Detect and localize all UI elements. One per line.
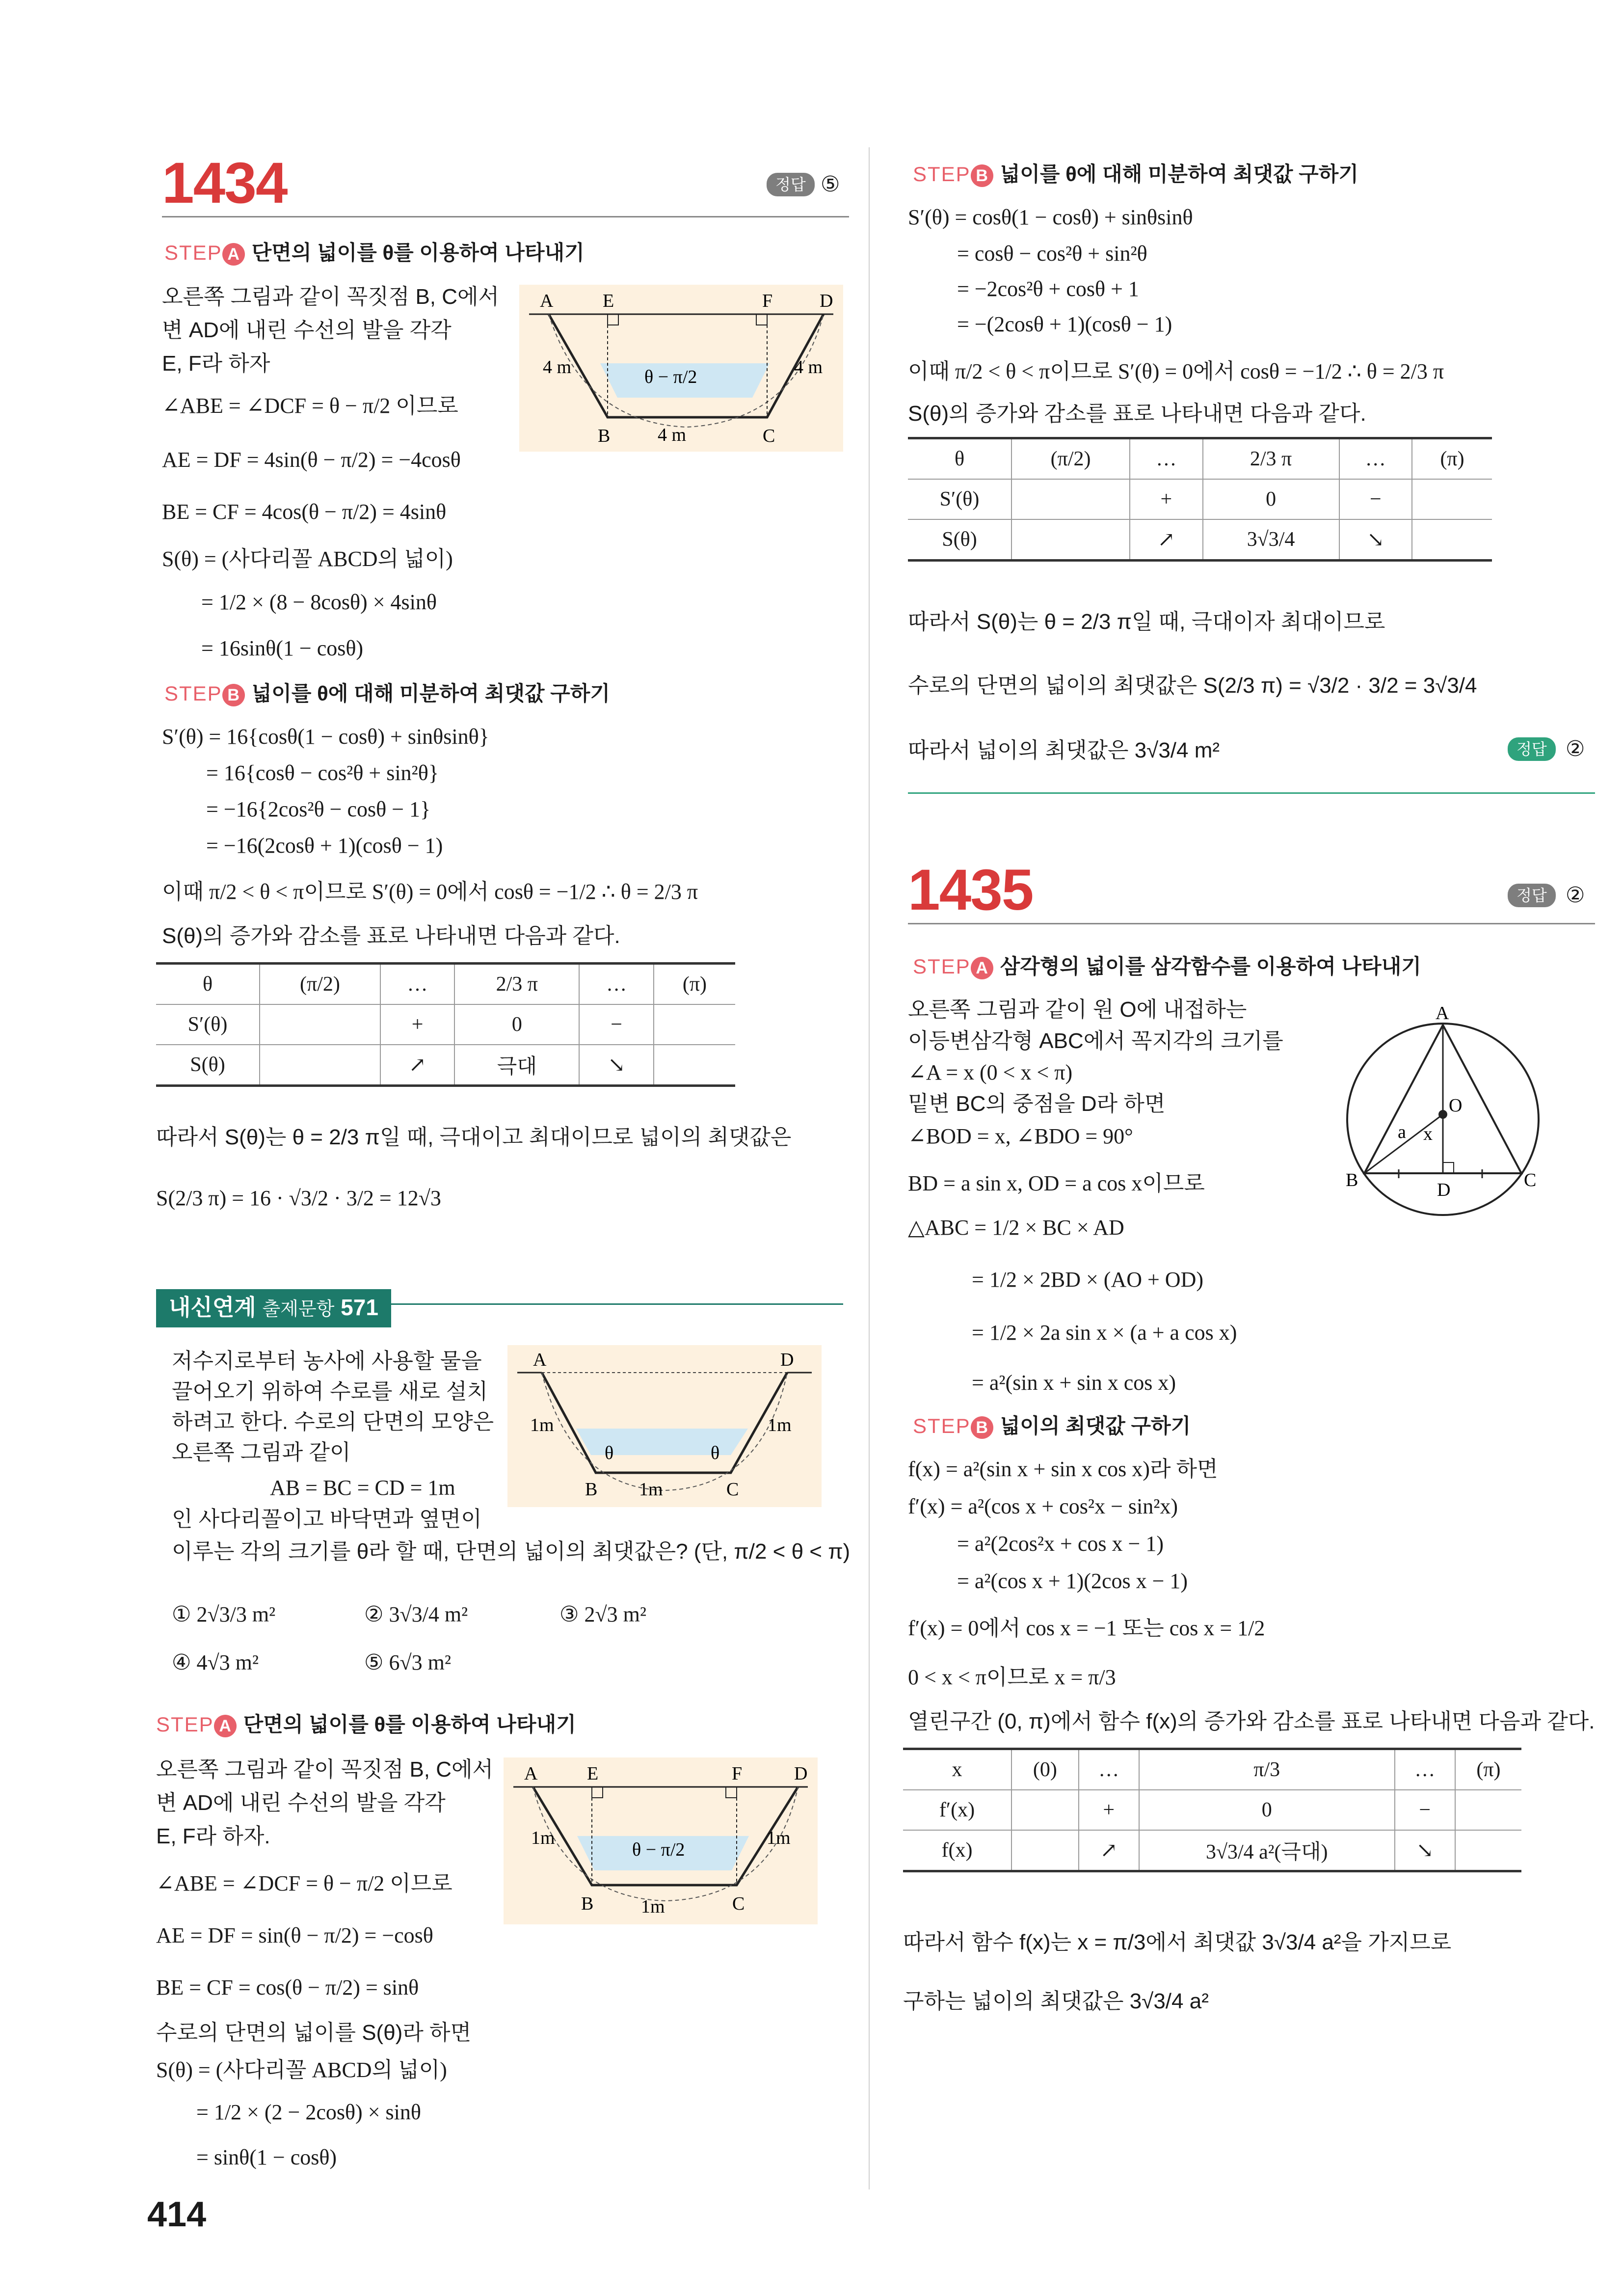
label-theta-right: θ: [711, 1443, 720, 1463]
label-angle: θ − π/2: [632, 1839, 685, 1860]
question-line: 하려고 한다. 수로의 단면의 모양은: [172, 1410, 494, 1434]
text-line: 따라서 S(θ)는 θ = 2/3 π일 때, 극대이자 최대이므로: [908, 610, 1385, 634]
label-C: C: [763, 426, 775, 446]
text-line: 따라서 함수 f(x)는 x = π/3에서 최댓값 3√3/4 a²을 가지므로: [903, 1930, 1452, 1954]
math-line: = −2cos²θ + cosθ + 1: [957, 277, 1139, 301]
channel-figure: [507, 1345, 822, 1507]
math-line: = −(2cosθ + 1)(cosθ − 1): [957, 312, 1172, 336]
label-D: D: [820, 291, 833, 311]
math-line: 0 < x < π이므로 x = π/3: [908, 1665, 1116, 1689]
question-line: 끌어오기 위하여 수로를 새로 설치: [172, 1379, 488, 1404]
text-line: 열린구간 (0, π)에서 함수 f(x)의 증가와 감소를 표로 나타내면 다음과 같다.: [908, 1709, 1595, 1733]
label-right-length: 1m: [768, 1415, 792, 1435]
step-letter: B: [971, 164, 993, 187]
math-line: = a²(sin x + sin x cos x): [972, 1371, 1176, 1395]
math-line: S(2/3 π) = 16 · √3/2 · 3/2 = 12√3: [156, 1186, 441, 1210]
inscribed-triangle-figure: [1335, 992, 1551, 1237]
text-line: 따라서 넓이의 최댓값은 3√3/4 m²: [908, 738, 1220, 762]
math-line: S(θ) = (사다리꼴 ABCD의 넓이): [156, 2058, 447, 2082]
label-left-length: 1m: [531, 1828, 555, 1848]
text-line: E, F라 하자: [162, 351, 270, 376]
question-line: 저수지로부터 농사에 사용할 물을: [172, 1349, 482, 1373]
label-F: F: [762, 291, 773, 311]
choice-2[interactable]: ② 3√3/4 m²: [364, 1602, 468, 1626]
label-theta-left: θ: [605, 1443, 614, 1463]
math-line: = 1/2 × (8 − 8cosθ) × 4sinθ: [201, 590, 437, 614]
math-line: = a²(cos x + 1)(2cos x − 1): [957, 1569, 1188, 1593]
text-line: 오른쪽 그림과 같이 원 O에 내접하는: [908, 998, 1247, 1022]
step-letter: A: [222, 243, 245, 266]
math-line: = −16{2cos²θ − cosθ − 1}: [206, 797, 431, 821]
label-A: A: [540, 291, 554, 311]
math-line: BE = CF = 4cos(θ − π/2) = 4sinθ: [162, 500, 447, 524]
step-b-heading: STEP B 넓이의 최댓값 구하기: [913, 1413, 1191, 1439]
math-line: f′(x) = a²(cos x + cos²x − sin²x): [908, 1494, 1178, 1518]
answer-badge: 정답: [1508, 884, 1556, 907]
trapezoid-figure-2: [504, 1757, 818, 1924]
math-line: f(x) = a²(sin x + sin x cos x)라 하면: [908, 1457, 1218, 1481]
label-A: A: [533, 1350, 547, 1370]
math-line: BE = CF = cos(θ − π/2) = sinθ: [156, 1975, 419, 1999]
variation-table: x (0) … π/3 … (π) f′(x) + 0 − f(x) ↗ 3√3/4 a²(극대) ↘: [903, 1748, 1521, 1872]
math-line: = −16(2cosθ + 1)(cosθ − 1): [206, 834, 443, 858]
math-line: BD = a sin x, OD = a cos x이므로: [908, 1171, 1205, 1195]
text-line: 오른쪽 그림과 같이 꼭짓점 B, C에서: [162, 285, 500, 309]
math-line: ∠ABE = ∠DCF = θ − π/2 이므로: [156, 1871, 452, 1895]
problem-number-1435: 1435: [908, 858, 1033, 922]
label-F: F: [732, 1763, 743, 1784]
math-line: 이때 π/2 < θ < π이므로 S′(θ) = 0에서 cosθ = −1/2 ∴ θ = 2/3 π: [162, 880, 698, 904]
choice-1[interactable]: ① 2√3/3 m²: [172, 1602, 276, 1626]
label-C: C: [1524, 1170, 1537, 1190]
label-bottom-length: 1m: [641, 1896, 665, 1917]
label-B: B: [598, 426, 611, 446]
label-left-length: 4 m: [543, 357, 572, 378]
label-B: B: [585, 1479, 598, 1500]
label-O: O: [1449, 1095, 1463, 1116]
step-a-heading: STEP A 단면의 넓이를 θ를 이용하여 나타내기: [156, 1711, 576, 1738]
math-line: = 1/2 × 2BD × (AO + OD): [972, 1268, 1204, 1292]
answer-mark: ②: [1566, 737, 1585, 761]
math-line: = 1/2 × 2a sin x × (a + a cos x): [972, 1321, 1237, 1345]
page-number: 414: [147, 2195, 207, 2234]
math-line: AE = DF = 4sin(θ − π/2) = −4cosθ: [162, 448, 461, 472]
label-right-length: 4 m: [794, 357, 823, 378]
choice-5[interactable]: ⑤ 6√3 m²: [364, 1650, 452, 1675]
problem-number-1434: 1434: [162, 151, 287, 216]
math-line: = cosθ − cos²θ + sin²θ: [957, 242, 1147, 266]
text-line: S(θ)의 증가와 감소를 표로 나타내면 다음과 같다.: [162, 924, 620, 948]
question-line: AB = BC = CD = 1m: [270, 1476, 455, 1500]
question-line: 오른쪽 그림과 같이: [172, 1440, 351, 1464]
divider: [908, 792, 1595, 794]
step-letter: A: [971, 957, 993, 979]
label-A: A: [524, 1763, 538, 1784]
question-line: 인 사다리꼴이고 바닥면과 옆면이: [172, 1507, 482, 1531]
answer-badge: 정답: [1508, 737, 1556, 761]
label-B: B: [581, 1893, 594, 1914]
math-line: S(θ) = (사다리꼴 ABCD의 넓이): [162, 547, 453, 571]
question-line: 이루는 각의 크기를 θ라 할 때, 단면의 넓이의 최댓값은? (단, π/2 < θ < π): [172, 1540, 851, 1564]
text-line: 오른쪽 그림과 같이 꼭짓점 B, C에서: [156, 1757, 494, 1782]
text-line: S(θ)의 증가와 감소를 표로 나타내면 다음과 같다.: [908, 402, 1366, 426]
label-E: E: [603, 291, 614, 311]
step-a-heading: STEP A 단면의 넓이를 θ를 이용하여 나타내기: [164, 240, 585, 266]
math-line: AE = DF = sin(θ − π/2) = −cosθ: [156, 1923, 433, 1947]
divider: [908, 923, 1595, 924]
text-line: 변 AD에 내린 수선의 발을 각각: [156, 1791, 446, 1815]
label-a: a: [1398, 1122, 1406, 1142]
divider: [162, 216, 849, 217]
step-b-heading: STEP B 넓이를 θ에 대해 미분하여 최댓값 구하기: [913, 161, 1358, 188]
text-line: 수로의 단면의 넓이를 S(θ)라 하면: [156, 2021, 472, 2045]
text-line: E, F라 하자.: [156, 1824, 270, 1848]
label-D: D: [1437, 1180, 1451, 1200]
math-line: f′(x) = 0에서 cos x = −1 또는 cos x = 1/2: [908, 1616, 1265, 1640]
choice-4[interactable]: ④ 4√3 m²: [172, 1650, 259, 1675]
variation-table: θ (π/2) … 2/3 π … (π) S′(θ) + 0 − S(θ) ↗ 3√3/4 ↘: [908, 437, 1492, 562]
math-line: ∠A = x (0 < x < π): [908, 1060, 1073, 1084]
label-x: x: [1423, 1124, 1433, 1144]
text-line: 이등변삼각형 ABC에서 꼭지각의 크기를: [908, 1029, 1283, 1053]
math-line: ∠BOD = x, ∠BDO = 90°: [908, 1124, 1133, 1148]
choice-3[interactable]: ③ 2√3 m²: [559, 1602, 647, 1626]
text-line: 변 AD에 내린 수선의 발을 각각: [162, 318, 452, 342]
math-line: 이때 π/2 < θ < π이므로 S′(θ) = 0에서 cosθ = −1/2 ∴ θ = 2/3 π: [908, 359, 1444, 383]
label-D: D: [794, 1763, 808, 1784]
answer-mark: ⑤: [821, 172, 840, 196]
math-line: = a²(2cos²x + cos x − 1): [957, 1532, 1164, 1556]
label-C: C: [726, 1479, 739, 1500]
label-bottom-length: 1m: [639, 1479, 663, 1500]
text-line: 밑변 BC의 중점을 D라 하면: [908, 1092, 1166, 1116]
label-B: B: [1346, 1170, 1358, 1190]
label-E: E: [587, 1763, 599, 1784]
math-line: S′(θ) = 16{cosθ(1 − cosθ) + sinθsinθ}: [162, 725, 489, 749]
step-letter: B: [222, 684, 245, 706]
column-divider: [869, 147, 870, 2189]
label-angle: θ − π/2: [644, 367, 697, 387]
variation-table: θ (π/2) … 2/3 π … (π) S′(θ) + 0 − S(θ) ↗ 극대 ↘: [156, 962, 735, 1087]
math-line: S′(θ) = cosθ(1 − cosθ) + sinθsinθ: [908, 205, 1193, 229]
text-line: 구하는 넓이의 최댓값은 3√3/4 a²: [903, 1989, 1209, 2013]
text-line: 따라서 S(θ)는 θ = 2/3 π일 때, 극대이고 최대이므로 넓이의 최댓값은: [156, 1125, 792, 1149]
math-line: △ABC = 1/2 × BC × AD: [908, 1216, 1124, 1240]
math-line: ∠ABE = ∠DCF = θ − π/2 이므로: [162, 394, 458, 418]
answer-badge: 정답: [767, 173, 815, 196]
label-left-length: 1m: [530, 1415, 554, 1435]
label-A: A: [1436, 1003, 1449, 1024]
step-a-heading: STEP A 삼각형의 넓이를 삼각함수를 이용하여 나타내기: [913, 953, 1421, 980]
label-right-length: 1m: [767, 1828, 791, 1848]
trapezoid-figure: [519, 285, 843, 452]
answer-mark: ②: [1566, 883, 1585, 907]
math-line: = 16sinθ(1 − cosθ): [201, 636, 364, 660]
naesin-tag: 내신연계 출제문항 571: [156, 1289, 391, 1327]
step-letter: A: [214, 1715, 237, 1737]
label-bottom-length: 4 m: [658, 425, 687, 445]
text-line: 수로의 단면의 넓이의 최댓값은 S(2/3 π) = √3/2 · 3/2 = 3√3/4: [908, 674, 1477, 698]
math-line: = 16{cosθ − cos²θ + sin²θ}: [206, 761, 439, 785]
label-C: C: [732, 1893, 745, 1914]
step-b-heading: STEP B 넓이를 θ에 대해 미분하여 최댓값 구하기: [164, 680, 610, 707]
math-line: = 1/2 × (2 − 2cosθ) × sinθ: [196, 2100, 421, 2124]
math-line: = sinθ(1 − cosθ): [196, 2145, 337, 2169]
step-letter: B: [971, 1416, 993, 1439]
label-D: D: [780, 1350, 794, 1370]
